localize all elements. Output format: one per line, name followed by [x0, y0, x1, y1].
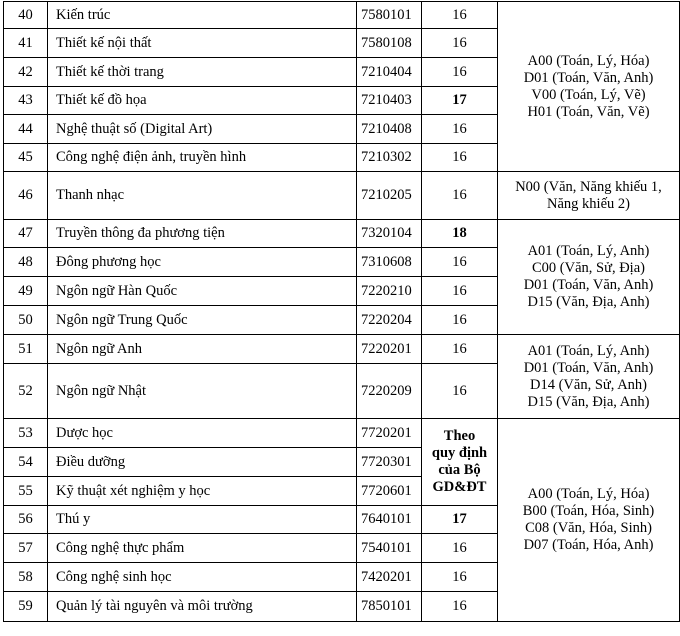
score-note [422, 419, 498, 506]
table-row [4, 335, 680, 364]
row-number: 51 [4, 335, 48, 364]
row-number: 56 [4, 506, 48, 534]
combination: A01 (Toán, Lý, Anh) [527, 342, 650, 359]
program-name: Ngôn ngữ Trung Quốc [48, 306, 357, 335]
combination: H01 (Toán, Văn, Vẽ) [527, 103, 650, 120]
combination: D14 (Văn, Sử, Anh) [529, 376, 647, 393]
program-name: Đông phương học [48, 248, 357, 277]
row-number: 41 [4, 29, 48, 58]
combination: V00 (Toán, Lý, Vẽ) [531, 86, 646, 103]
program-code: 7580101 [357, 2, 422, 29]
subject-combinations [498, 220, 680, 335]
combination: N00 (Văn, Năng khiếu 1, [515, 178, 662, 195]
subject-combinations [498, 172, 680, 220]
cutoff-score: 16 [422, 277, 498, 306]
row-number: 47 [4, 220, 48, 248]
row-number: 57 [4, 534, 48, 563]
admission-scores-table [3, 1, 680, 622]
program-code: 7210404 [357, 58, 422, 87]
program-code: 7640101 [357, 506, 422, 534]
program-name: Điều dưỡng [48, 448, 357, 477]
subject-combinations [498, 419, 680, 622]
program-name: Ngôn ngữ Anh [48, 335, 357, 364]
combination: D15 (Văn, Địa, Anh) [527, 294, 650, 310]
program-code: 7580108 [357, 29, 422, 58]
row-number: 54 [4, 448, 48, 477]
combination: A00 (Toán, Lý, Hóa) [527, 52, 650, 69]
program-code: 7210302 [357, 144, 422, 172]
combination: C08 (Văn, Hóa, Sinh) [525, 520, 652, 536]
row-number: 52 [4, 364, 48, 419]
subject-combinations [498, 335, 680, 419]
program-code: 7310608 [357, 248, 422, 277]
combination: D01 (Toán, Văn, Anh) [523, 277, 654, 293]
score-note-line: GD&ĐT [432, 479, 487, 495]
row-number: 48 [4, 248, 48, 277]
row-number: 43 [4, 87, 48, 115]
program-name: Nghệ thuật số (Digital Art) [48, 115, 357, 144]
program-code: 7210403 [357, 87, 422, 115]
program-code: 7220204 [357, 306, 422, 335]
cutoff-score: 16 [422, 29, 498, 58]
row-number: 42 [4, 58, 48, 87]
program-code: 7220201 [357, 335, 422, 364]
combination: A00 (Toán, Lý, Hóa) [527, 486, 650, 502]
subject-combinations [498, 2, 680, 172]
cutoff-score: 18 [422, 220, 498, 248]
table-row [4, 419, 680, 448]
table-row [4, 220, 680, 248]
program-name: Thanh nhạc [48, 172, 357, 220]
program-name: Kiến trúc [48, 2, 357, 29]
program-name: Dược học [48, 419, 357, 448]
cutoff-score: 16 [422, 335, 498, 364]
combination: D15 (Văn, Địa, Anh) [527, 393, 650, 410]
row-number: 55 [4, 477, 48, 506]
cutoff-score: 16 [422, 306, 498, 335]
program-code: 7210205 [357, 172, 422, 220]
combination: D01 (Toán, Văn, Anh) [523, 69, 654, 86]
program-name: Thiết kế nội thất [48, 29, 357, 58]
program-code: 7720601 [357, 477, 422, 506]
program-name: Thú y [48, 506, 357, 534]
row-number: 44 [4, 115, 48, 144]
program-code: 7220210 [357, 277, 422, 306]
program-code: 7420201 [357, 563, 422, 592]
score-note-line: quy định [431, 445, 488, 461]
program-code: 7210408 [357, 115, 422, 144]
program-name: Công nghệ sinh học [48, 563, 357, 592]
combination: A01 (Toán, Lý, Anh) [527, 243, 650, 259]
row-number: 46 [4, 172, 48, 220]
cutoff-score: 16 [422, 144, 498, 172]
row-number: 49 [4, 277, 48, 306]
combination: D07 (Toán, Hóa, Anh) [523, 537, 654, 553]
combination: B00 (Toán, Hóa, Sinh) [522, 503, 655, 519]
program-code: 7720201 [357, 419, 422, 448]
program-name: Thiết kế đồ họa [48, 87, 357, 115]
score-note-line: của Bộ [438, 462, 481, 478]
row-number: 58 [4, 563, 48, 592]
program-name: Quản lý tài nguyên và môi trường [48, 592, 357, 622]
cutoff-score: 16 [422, 115, 498, 144]
combination: C00 (Văn, Sử, Địa) [532, 260, 645, 276]
table-row [4, 2, 680, 29]
row-number: 59 [4, 592, 48, 622]
row-number: 40 [4, 2, 48, 29]
combination: Năng khiếu 2) [547, 195, 630, 212]
cutoff-score: 16 [422, 364, 498, 419]
cutoff-score: 16 [422, 563, 498, 592]
program-name: Công nghệ điện ảnh, truyền hình [48, 144, 357, 172]
program-name: Thiết kế thời trang [48, 58, 357, 87]
program-name: Ngôn ngữ Nhật [48, 364, 357, 419]
row-number: 53 [4, 419, 48, 448]
program-name: Truyền thông đa phương tiện [48, 220, 357, 248]
cutoff-score: 16 [422, 534, 498, 563]
program-name: Công nghệ thực phẩm [48, 534, 357, 563]
cutoff-score: 16 [422, 2, 498, 29]
score-note-line: Theo [443, 428, 476, 444]
cutoff-score: 16 [422, 592, 498, 622]
row-number: 50 [4, 306, 48, 335]
row-number: 45 [4, 144, 48, 172]
program-code: 7850101 [357, 592, 422, 622]
cutoff-score: 17 [422, 506, 498, 534]
combination: D01 (Toán, Văn, Anh) [523, 359, 654, 376]
cutoff-score: 16 [422, 172, 498, 220]
program-name: Kỹ thuật xét nghiệm y học [48, 477, 357, 506]
table-row [4, 172, 680, 220]
program-code: 7220209 [357, 364, 422, 419]
cutoff-score: 16 [422, 58, 498, 87]
program-code: 7720301 [357, 448, 422, 477]
cutoff-score: 17 [422, 87, 498, 115]
cutoff-score: 16 [422, 248, 498, 277]
program-code: 7320104 [357, 220, 422, 248]
program-code: 7540101 [357, 534, 422, 563]
program-name: Ngôn ngữ Hàn Quốc [48, 277, 357, 306]
